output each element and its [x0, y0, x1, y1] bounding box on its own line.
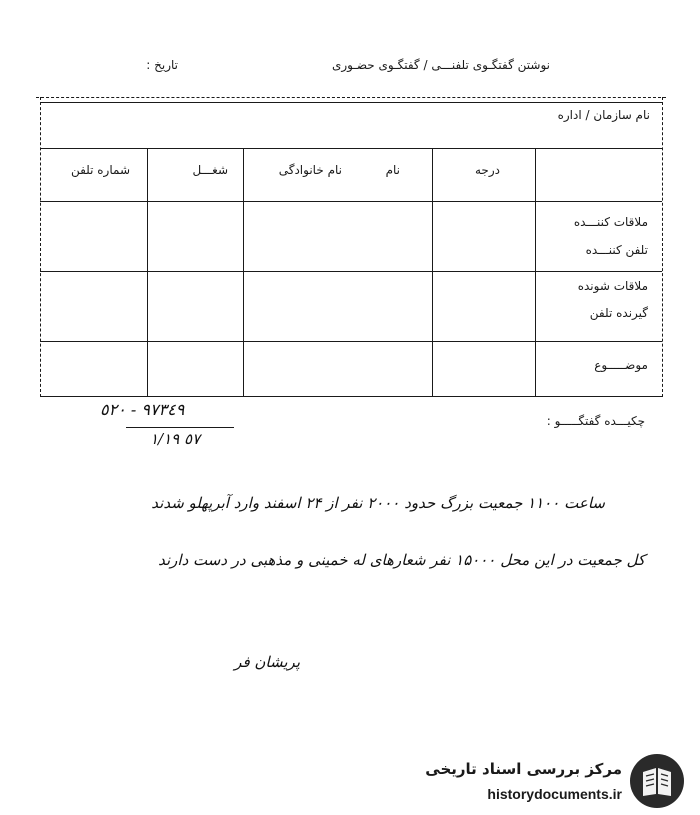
- handwritten-body-line-2: کل جمعیت در این محل ۱۵۰۰۰ نفر شعارهای له خمینی و مذهبی در دست دارند: [158, 551, 645, 569]
- row-label-receiver: گیرنده تلفن: [589, 306, 648, 320]
- col-line-2: [243, 148, 244, 396]
- table-bottom-border: [40, 396, 662, 397]
- date-label: تاریخ :: [146, 58, 178, 72]
- row-label-visitor: ملاقات کننـــده: [573, 215, 648, 229]
- reference-number: ٩٧٣٤٩ - ٥٢٠: [100, 400, 185, 419]
- org-label: نام سازمان / اداره: [557, 108, 650, 122]
- org-row-divider: [40, 148, 662, 149]
- col-header-phone: شماره تلفن: [70, 163, 130, 177]
- col-header-last-name: نام خانوادگی: [278, 163, 342, 177]
- summary-label: چکیـــده گفتگـــــو :: [546, 414, 645, 428]
- form-title: نوشتن گفتگـوی تلفنـــی / گفتگـوی حضـوری: [331, 58, 550, 72]
- reference-underline: [126, 427, 234, 428]
- row-label-caller: تلفن کننـــده: [585, 243, 648, 257]
- table-right-border: [662, 97, 663, 397]
- col-header-job: شغـــل: [192, 163, 228, 177]
- row-label-visited: ملاقات شونده: [577, 279, 648, 293]
- table-top-border: [36, 97, 666, 98]
- watermark-name: مرکز بررسی اسناد تاریخی: [425, 760, 622, 778]
- visitor-row-divider: [40, 271, 662, 272]
- col-line-4: [535, 148, 536, 396]
- handwritten-body-line-1: ساعت ۱۱۰۰ جمعیت بزرگ حدود ۲۰۰۰ نفر از ۲۴ اسفند وارد آبرپهلو شدند: [151, 494, 605, 512]
- signature: پریشان فر: [234, 653, 300, 671]
- watermark-url: historydocuments.ir: [487, 786, 622, 802]
- col-header-rank: درجه: [475, 163, 500, 177]
- book-logo-icon: [628, 752, 686, 810]
- visited-row-divider: [40, 341, 662, 342]
- col-line-3: [432, 148, 433, 396]
- header-row-divider: [40, 201, 662, 202]
- col-header-first-name: نام: [385, 163, 400, 177]
- row-label-subject: موضـــــوع: [594, 358, 648, 372]
- table-top-inner-border: [40, 102, 662, 103]
- col-line-1: [147, 148, 148, 396]
- reference-date: ٥٧ ١/١٩: [150, 430, 201, 448]
- table-left-border: [40, 97, 41, 397]
